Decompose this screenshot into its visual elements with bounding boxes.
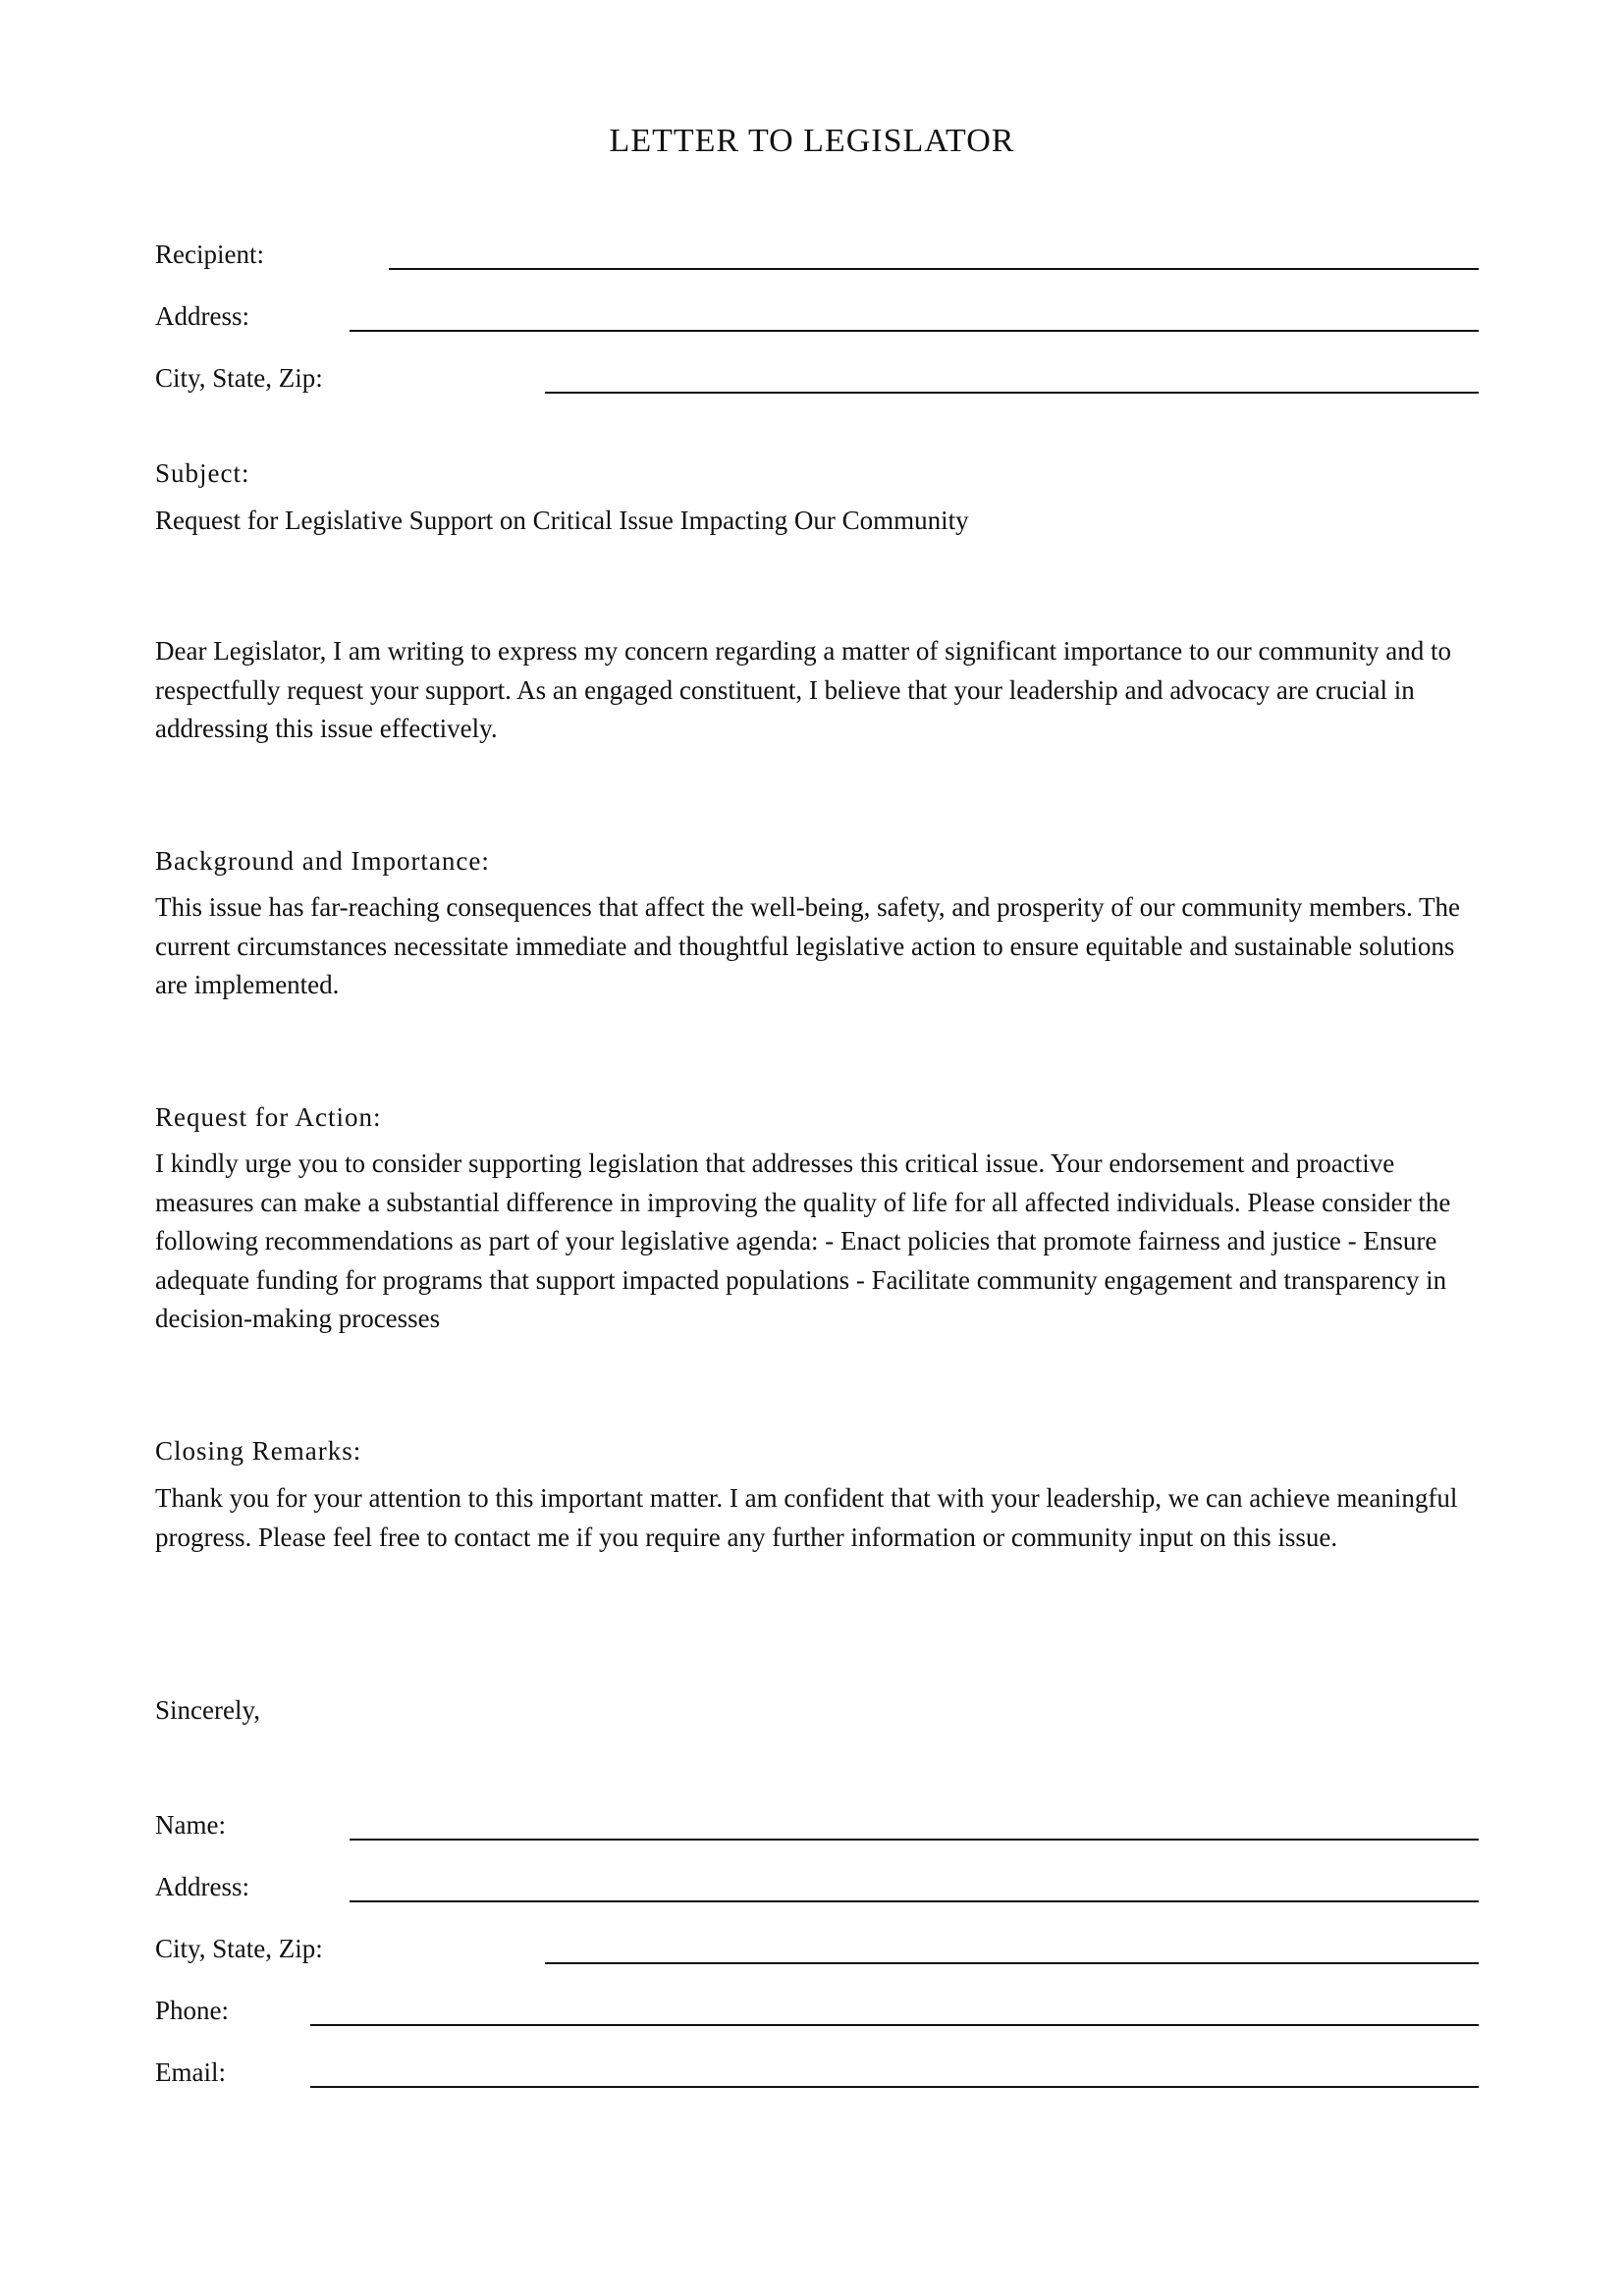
- recipient-label: Recipient:: [155, 240, 264, 269]
- recipient-city-state-zip-label: City, State, Zip:: [155, 363, 323, 393]
- background-paragraph: This issue has far-reaching consequences that affect the well-being, safety, and prosperity of our community members. The current circumstances necessitate immediate and thoughtful legislative action to ensure equitable and sustainable solutions are implemented.: [155, 892, 1461, 999]
- closing-remarks-heading: Closing Remarks:: [155, 1436, 362, 1466]
- closing-remarks-paragraph: Thank you for your attention to this important matter. I am confident that with your leadership, we can achieve meaningful progress. Please feel free to contact me if you require any further information or community input on this issue.: [155, 1483, 1458, 1552]
- request-paragraph: I kindly urge you to consider supporting legislation that addresses this critical issue. Your endorsement and proactive measures can make a substantial difference in improving the quality of life for all affected individuals. Please consider the following recommendations as part of your legislative agenda: - Enact policies that promote fairness and justice - Ensure adequate funding for programs that support impacted populations - Facilitate community engagement and transparency in decision-making processes: [155, 1148, 1451, 1333]
- request-heading: Request for Action:: [155, 1102, 382, 1132]
- background-heading: Background and Importance:: [155, 846, 490, 876]
- recipient-address-label: Address:: [155, 301, 249, 331]
- sender-email-line[interactable]: [310, 2086, 1479, 2088]
- sender-city-state-zip-line[interactable]: [545, 1962, 1479, 1964]
- sender-address-label: Address:: [155, 1872, 249, 1901]
- sender-address-line[interactable]: [350, 1900, 1479, 1902]
- subject-heading: Subject:: [155, 458, 250, 488]
- sender-address-field[interactable]: [155, 1871, 1479, 1904]
- sender-phone-label: Phone:: [155, 1996, 230, 2025]
- sender-email-field[interactable]: [155, 2056, 1479, 2090]
- recipient-address-line[interactable]: [350, 330, 1479, 332]
- sender-name-label: Name:: [155, 1810, 226, 1840]
- recipient-city-state-zip-field[interactable]: [155, 362, 1479, 396]
- sender-city-state-zip-field[interactable]: [155, 1933, 1479, 1966]
- sender-name-line[interactable]: [350, 1839, 1479, 1841]
- sender-name-field[interactable]: [155, 1809, 1479, 1842]
- recipient-field[interactable]: [155, 239, 1479, 272]
- recipient-city-state-zip-line[interactable]: [545, 392, 1479, 394]
- sender-email-label: Email:: [155, 2057, 226, 2087]
- letter-title: LETTER TO LEGISLATOR: [609, 123, 1015, 159]
- sender-phone-line[interactable]: [310, 2024, 1479, 2026]
- sign-off: Sincerely,: [155, 1695, 260, 1725]
- sender-city-state-zip-label: City, State, Zip:: [155, 1934, 323, 1963]
- sender-phone-field[interactable]: [155, 1995, 1479, 2028]
- intro-paragraph: Dear Legislator, I am writing to express my concern regarding a matter of significant importance to our community and to respectfully request your support. As an engaged constituent, I believe that your leadership and advocacy are crucial in addressing this issue effectively.: [155, 636, 1452, 743]
- recipient-address-field[interactable]: [155, 300, 1479, 334]
- recipient-line[interactable]: [389, 268, 1479, 270]
- subject-text: Request for Legislative Support on Critical Issue Impacting Our Community: [155, 506, 969, 535]
